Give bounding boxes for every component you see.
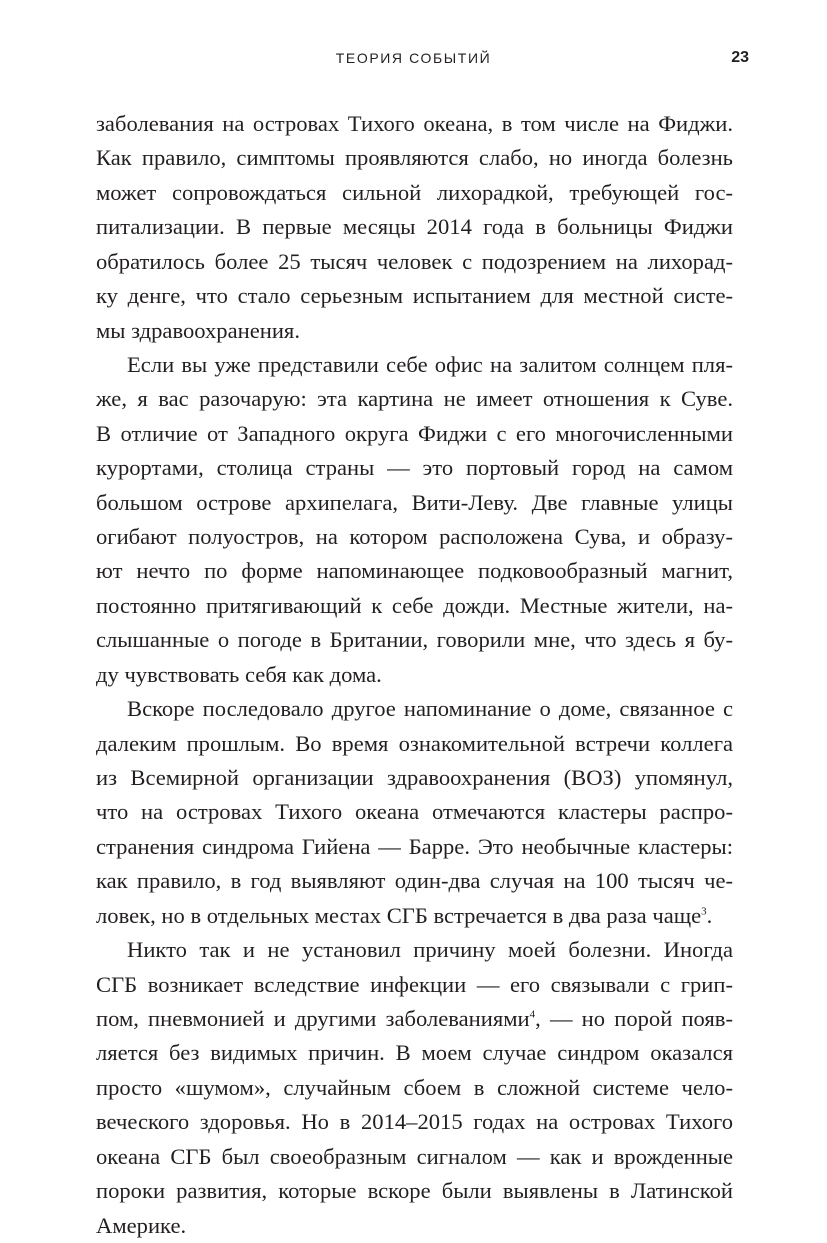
text-line: из Всемирной организации здравоохранения (ВОЗ) упомянул, <box>96 765 733 791</box>
running-head: ТЕОРИЯ СОБЫТИЙ <box>335 50 492 66</box>
paragraph-3 <box>96 692 733 933</box>
text-line: ку денге, что стало серьезным испытанием для местной систе- <box>96 283 733 309</box>
text-line: Вскоре последовало другое напоминание о доме, связанное с <box>127 696 733 722</box>
text-line: может сопровождаться сильной лихорадкой, требующей гос- <box>96 179 733 205</box>
text-line: заболевания на островах Тихого океана, в том числе на Фиджи. <box>96 111 733 136</box>
text-line: ду чувствовать себя как дома. <box>96 661 382 687</box>
body-text <box>96 107 733 1243</box>
text-line: же, я вас разочарую: эта картина не имеет отношения к Суве. <box>96 386 733 412</box>
text-line: питализации. В первые месяцы 2014 года в больницы Фиджи <box>96 214 733 240</box>
text-segment: , — но порой появ- <box>535 1005 733 1031</box>
text-line: постоянно притягивающий к себе дожди. Местные жители, на- <box>96 592 733 618</box>
text-line: просто «шумом», случайным сбоем в сложной системе чело- <box>96 1074 733 1100</box>
text-line: большом острове архипелага, Вити-Леву. Две главные улицы <box>96 489 733 515</box>
paragraph-2 <box>96 348 733 692</box>
text-segment: ловек, но в отдельных местах СГБ встречается в два раза чаще <box>96 902 702 928</box>
text-line: слышанные о погоде в Британии, говорили мне, что здесь я бу- <box>96 627 733 653</box>
text-line: как правило, в год выявляют один-два случая на 100 тысяч че- <box>96 868 733 894</box>
text-segment: пом, пневмонией и другими заболеваниями <box>96 1005 530 1031</box>
text-line: Америке. <box>96 1212 187 1238</box>
text-line: курортами, столица страны — это портовый город на самом <box>96 455 733 481</box>
text-line: Если вы уже представили себе офис на залитом солнцем пля- <box>127 351 733 377</box>
paragraph-4 <box>96 933 733 1243</box>
footnote-ref: 3 <box>701 905 707 918</box>
text-line: далеким прошлым. Во время ознакомительной встречи коллега <box>96 730 733 756</box>
text-line: странения синдрома Гийена — Барре. Это необычные кластеры: <box>96 833 733 859</box>
text-line <box>96 1002 733 1036</box>
text-line: веческого здоровья. Но в 2014–2015 годах на островах Тихого <box>96 1109 733 1135</box>
footnote-ref: 4 <box>529 1008 536 1021</box>
text-line: мы здравоохранения. <box>96 317 300 343</box>
page-number: 23 <box>731 49 749 66</box>
text-line: что на островах Тихого океана отмечаются кластеры распро- <box>96 799 733 825</box>
text-line: В отличие от Западного округа Фиджи с его многочисленными <box>96 420 733 446</box>
text-line: огибают полуостров, на котором расположена Сува, и образу- <box>96 524 733 550</box>
text-line: Как правило, симптомы проявляются слабо, но иногда болезнь <box>96 145 733 171</box>
text-line: ляется без видимых причин. В моем случае синдром оказался <box>96 1040 733 1066</box>
text-line: ют нечто по форме напоминающее подковообразный магнит, <box>96 558 733 584</box>
paragraph-1 <box>96 107 733 348</box>
text-segment: . <box>706 902 713 928</box>
text-line: пороки развития, которые вскоре были выявлены в Латинской <box>96 1178 733 1204</box>
text-line: Никто так и не установил причину моей болезни. Иногда <box>127 937 733 963</box>
text-line: океана СГБ был своеобразным сигналом — как и врожденные <box>96 1143 733 1169</box>
text-line <box>96 899 733 933</box>
text-line: обратилось более 25 тысяч человек с подозрением на лихорад- <box>96 248 733 274</box>
text-line: СГБ возникает вследствие инфекции — его связывали с грип- <box>96 971 733 997</box>
